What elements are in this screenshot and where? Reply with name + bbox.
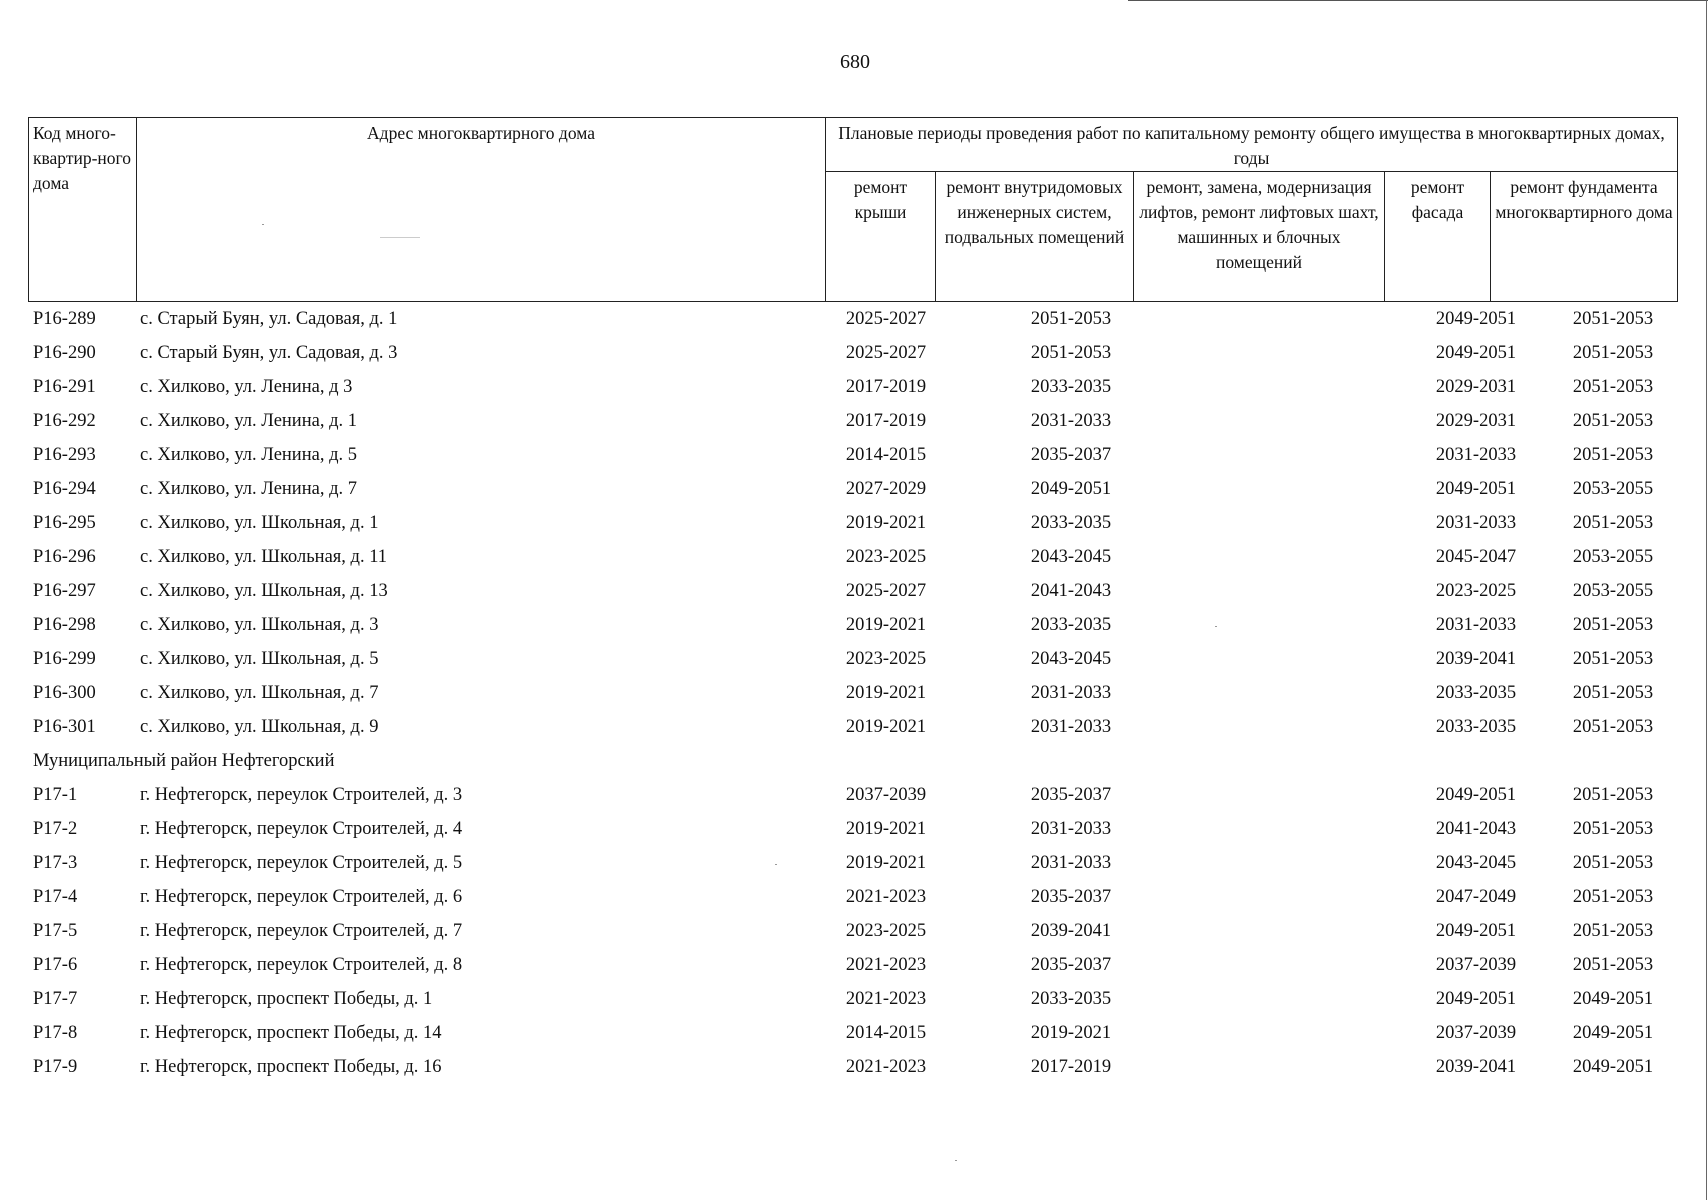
cell-engineering: 2035-2037 bbox=[1030, 785, 1112, 805]
cell-address: с. Старый Буян, ул. Садовая, д. 3 bbox=[140, 343, 398, 363]
table-row bbox=[28, 880, 1677, 914]
cell-address: с. Старый Буян, ул. Садовая, д. 1 bbox=[140, 309, 398, 329]
cell-address: с. Хилково, ул. Ленина, д. 1 bbox=[140, 411, 357, 431]
cell-engineering: 2043-2045 bbox=[1030, 649, 1112, 669]
cell-engineering: 2051-2053 bbox=[1030, 343, 1112, 363]
cell-code: Р16-295 bbox=[33, 513, 96, 533]
cell-engineering: 2033-2035 bbox=[1030, 989, 1112, 1009]
cell-foundation: 2051-2053 bbox=[1572, 853, 1654, 873]
table-row bbox=[28, 642, 1677, 676]
cell-code: Р16-299 bbox=[33, 649, 96, 669]
cell-engineering: 2035-2037 bbox=[1030, 955, 1112, 975]
cell-roof: 2023-2025 bbox=[845, 921, 927, 941]
cell-foundation: 2051-2053 bbox=[1572, 955, 1654, 975]
cell-foundation: 2051-2053 bbox=[1572, 343, 1654, 363]
cell-roof: 2037-2039 bbox=[845, 785, 927, 805]
cell-facade: 2041-2043 bbox=[1435, 819, 1517, 839]
cell-facade: 2049-2051 bbox=[1435, 921, 1517, 941]
cell-facade: 2039-2041 bbox=[1435, 649, 1517, 669]
scan-noise bbox=[955, 1160, 957, 1161]
cell-code: Р17-2 bbox=[33, 819, 78, 839]
table-row bbox=[28, 1050, 1677, 1084]
table-row bbox=[28, 710, 1677, 744]
cell-code: Р16-300 bbox=[33, 683, 96, 703]
table-row bbox=[28, 778, 1677, 812]
cell-code: Р17-1 bbox=[33, 785, 78, 805]
cell-roof: 2017-2019 bbox=[845, 411, 927, 431]
cell-roof: 2021-2023 bbox=[845, 989, 927, 1009]
cell-foundation: 2049-2051 bbox=[1572, 1057, 1654, 1077]
scan-noise bbox=[775, 864, 777, 865]
table-header bbox=[28, 117, 1678, 302]
cell-roof: 2019-2021 bbox=[845, 717, 927, 737]
cell-engineering: 2031-2033 bbox=[1030, 411, 1112, 431]
cell-roof: 2025-2027 bbox=[845, 581, 927, 601]
cell-address: г. Нефтегорск, проспект Победы, д. 1 bbox=[140, 989, 433, 1009]
cell-code: Р16-289 bbox=[33, 309, 96, 329]
cell-code: Р17-5 bbox=[33, 921, 78, 941]
table-row bbox=[28, 982, 1677, 1016]
cell-engineering: 2043-2045 bbox=[1030, 547, 1112, 567]
cell-foundation: 2051-2053 bbox=[1572, 615, 1654, 635]
table-row bbox=[28, 302, 1677, 336]
cell-engineering: 2051-2053 bbox=[1030, 309, 1112, 329]
cell-foundation: 2051-2053 bbox=[1572, 819, 1654, 839]
cell-foundation: 2051-2053 bbox=[1572, 921, 1654, 941]
cell-code: Р17-9 bbox=[33, 1057, 78, 1077]
cell-roof: 2023-2025 bbox=[845, 649, 927, 669]
cell-code: Р17-8 bbox=[33, 1023, 78, 1043]
cell-roof: 2021-2023 bbox=[845, 887, 927, 907]
scan-noise bbox=[262, 224, 264, 225]
cell-code: Р16-297 bbox=[33, 581, 96, 601]
cell-code: Р17-3 bbox=[33, 853, 78, 873]
cell-facade: 2037-2039 bbox=[1435, 1023, 1517, 1043]
cell-facade: 2037-2039 bbox=[1435, 955, 1517, 975]
cell-address: г. Нефтегорск, переулок Строителей, д. 5 bbox=[140, 853, 463, 873]
cell-address: с. Хилково, ул. Ленина, д. 5 bbox=[140, 445, 357, 465]
cell-engineering: 2049-2051 bbox=[1030, 479, 1112, 499]
table-row bbox=[28, 404, 1677, 438]
cell-facade: 2029-2031 bbox=[1435, 411, 1517, 431]
cell-facade: 2049-2051 bbox=[1435, 343, 1517, 363]
cell-code: Р16-296 bbox=[33, 547, 96, 567]
cell-code: Р16-294 bbox=[33, 479, 96, 499]
cell-foundation: 2051-2053 bbox=[1572, 309, 1654, 329]
cell-address: с. Хилково, ул. Ленина, д 3 bbox=[140, 377, 353, 397]
cell-facade: 2049-2051 bbox=[1435, 989, 1517, 1009]
cell-code: Р17-7 bbox=[33, 989, 78, 1009]
cell-roof: 2019-2021 bbox=[845, 615, 927, 635]
cell-roof: 2019-2021 bbox=[845, 853, 927, 873]
cell-address: с. Хилково, ул. Ленина, д. 7 bbox=[140, 479, 357, 499]
cell-code: Р16-301 bbox=[33, 717, 96, 737]
cell-engineering: 2033-2035 bbox=[1030, 377, 1112, 397]
cell-code: Р17-6 bbox=[33, 955, 78, 975]
cell-facade: 2023-2025 bbox=[1435, 581, 1517, 601]
cell-roof: 2025-2027 bbox=[845, 343, 927, 363]
cell-facade: 2029-2031 bbox=[1435, 377, 1517, 397]
cell-address: с. Хилково, ул. Школьная, д. 9 bbox=[140, 717, 379, 737]
cell-address: с. Хилково, ул. Школьная, д. 3 bbox=[140, 615, 379, 635]
scan-frame-top-edge bbox=[1128, 0, 1708, 1]
cell-engineering: 2019-2021 bbox=[1030, 1023, 1112, 1043]
cell-facade: 2045-2047 bbox=[1435, 547, 1517, 567]
cell-address: с. Хилково, ул. Школьная, д. 11 bbox=[140, 547, 388, 567]
header-engineering: ремонт внутридомовых инженерных систем, подвальных помещений bbox=[936, 172, 1134, 302]
page-number: 680 bbox=[840, 51, 870, 73]
cell-engineering: 2039-2041 bbox=[1030, 921, 1112, 941]
cell-engineering: 2033-2035 bbox=[1030, 513, 1112, 533]
cell-code: Р16-290 bbox=[33, 343, 96, 363]
cell-facade: 2049-2051 bbox=[1435, 785, 1517, 805]
cell-foundation: 2051-2053 bbox=[1572, 649, 1654, 669]
cell-facade: 2039-2041 bbox=[1435, 1057, 1517, 1077]
table-row bbox=[28, 608, 1677, 642]
cell-code: Р16-292 bbox=[33, 411, 96, 431]
cell-address: г. Нефтегорск, проспект Победы, д. 16 bbox=[140, 1057, 442, 1077]
table-row bbox=[28, 472, 1677, 506]
cell-foundation: 2051-2053 bbox=[1572, 887, 1654, 907]
cell-foundation: 2051-2053 bbox=[1572, 683, 1654, 703]
header-code: Код много-квартир-ного дома bbox=[29, 118, 137, 302]
cell-facade: 2047-2049 bbox=[1435, 887, 1517, 907]
cell-roof: 2027-2029 bbox=[845, 479, 927, 499]
cell-roof: 2025-2027 bbox=[845, 309, 927, 329]
cell-engineering: 2031-2033 bbox=[1030, 853, 1112, 873]
cell-address: г. Нефтегорск, переулок Строителей, д. 8 bbox=[140, 955, 463, 975]
cell-address: г. Нефтегорск, переулок Строителей, д. 4 bbox=[140, 819, 463, 839]
cell-code: Р17-4 bbox=[33, 887, 78, 907]
cell-address: г. Нефтегорск, переулок Строителей, д. 6 bbox=[140, 887, 463, 907]
table-row bbox=[28, 336, 1677, 370]
table-row bbox=[28, 540, 1677, 574]
cell-roof: 2017-2019 bbox=[845, 377, 927, 397]
header-periods: Плановые периоды проведения работ по капитальному ремонту общего имущества в многоквартирных домах, годы bbox=[826, 118, 1678, 172]
table-row bbox=[28, 370, 1677, 404]
cell-address: с. Хилково, ул. Школьная, д. 5 bbox=[140, 649, 379, 669]
cell-roof: 2019-2021 bbox=[845, 683, 927, 703]
cell-engineering: 2017-2019 bbox=[1030, 1057, 1112, 1077]
cell-foundation: 2051-2053 bbox=[1572, 717, 1654, 737]
cell-foundation: 2049-2051 bbox=[1572, 1023, 1654, 1043]
cell-foundation: 2051-2053 bbox=[1572, 785, 1654, 805]
cell-facade: 2031-2033 bbox=[1435, 445, 1517, 465]
cell-foundation: 2053-2055 bbox=[1572, 547, 1654, 567]
cell-address: с. Хилково, ул. Школьная, д. 7 bbox=[140, 683, 379, 703]
cell-facade: 2049-2051 bbox=[1435, 479, 1517, 499]
scan-frame-right-edge bbox=[1706, 0, 1707, 1200]
scan-noise bbox=[380, 237, 420, 238]
cell-address: г. Нефтегорск, переулок Строителей, д. 3 bbox=[140, 785, 463, 805]
cell-address: с. Хилково, ул. Школьная, д. 13 bbox=[140, 581, 388, 601]
cell-foundation: 2051-2053 bbox=[1572, 411, 1654, 431]
table-row bbox=[28, 574, 1677, 608]
header-address: Адрес многоквартирного дома bbox=[137, 118, 826, 302]
table-row bbox=[28, 914, 1677, 948]
table-row bbox=[28, 846, 1677, 880]
cell-roof: 2023-2025 bbox=[845, 547, 927, 567]
header-foundation: ремонт фундамента многоквартирного дома bbox=[1491, 172, 1678, 302]
cell-roof: 2019-2021 bbox=[845, 513, 927, 533]
cell-address: г. Нефтегорск, переулок Строителей, д. 7 bbox=[140, 921, 463, 941]
cell-facade: 2033-2035 bbox=[1435, 717, 1517, 737]
cell-engineering: 2031-2033 bbox=[1030, 683, 1112, 703]
cell-engineering: 2035-2037 bbox=[1030, 887, 1112, 907]
cell-code: Р16-293 bbox=[33, 445, 96, 465]
cell-roof: 2021-2023 bbox=[845, 1057, 927, 1077]
cell-roof: 2019-2021 bbox=[845, 819, 927, 839]
cell-code: Р16-291 bbox=[33, 377, 96, 397]
table-row bbox=[28, 948, 1677, 982]
cell-roof: 2014-2015 bbox=[845, 1023, 927, 1043]
cell-foundation: 2051-2053 bbox=[1572, 513, 1654, 533]
cell-foundation: 2053-2055 bbox=[1572, 581, 1654, 601]
table-row bbox=[28, 438, 1677, 472]
cell-engineering: 2035-2037 bbox=[1030, 445, 1112, 465]
cell-facade: 2049-2051 bbox=[1435, 309, 1517, 329]
cell-foundation: 2051-2053 bbox=[1572, 377, 1654, 397]
table-row bbox=[28, 812, 1677, 846]
header-roof: ремонт крыши bbox=[826, 172, 936, 302]
scan-noise bbox=[1215, 626, 1217, 627]
cell-facade: 2031-2033 bbox=[1435, 615, 1517, 635]
cell-engineering: 2033-2035 bbox=[1030, 615, 1112, 635]
cell-facade: 2031-2033 bbox=[1435, 513, 1517, 533]
cell-engineering: 2031-2033 bbox=[1030, 819, 1112, 839]
cell-code: Р16-298 bbox=[33, 615, 96, 635]
cell-foundation: 2051-2053 bbox=[1572, 445, 1654, 465]
cell-roof: 2021-2023 bbox=[845, 955, 927, 975]
cell-engineering: 2031-2033 bbox=[1030, 717, 1112, 737]
header-facade: ремонт фасада bbox=[1385, 172, 1491, 302]
table-row bbox=[28, 676, 1677, 710]
cell-roof: 2014-2015 bbox=[845, 445, 927, 465]
cell-facade: 2043-2045 bbox=[1435, 853, 1517, 873]
cell-address: г. Нефтегорск, проспект Победы, д. 14 bbox=[140, 1023, 442, 1043]
cell-engineering: 2041-2043 bbox=[1030, 581, 1112, 601]
cell-foundation: 2053-2055 bbox=[1572, 479, 1654, 499]
cell-address: с. Хилково, ул. Школьная, д. 1 bbox=[140, 513, 379, 533]
district-heading: Муниципальный район Нефтегорский bbox=[33, 751, 335, 771]
table-row bbox=[28, 1016, 1677, 1050]
table-row bbox=[28, 506, 1677, 540]
header-lifts: ремонт, замена, модернизация лифтов, ремонт лифтовых шахт, машинных и блочных помещений bbox=[1134, 172, 1385, 302]
cell-facade: 2033-2035 bbox=[1435, 683, 1517, 703]
cell-foundation: 2049-2051 bbox=[1572, 989, 1654, 1009]
